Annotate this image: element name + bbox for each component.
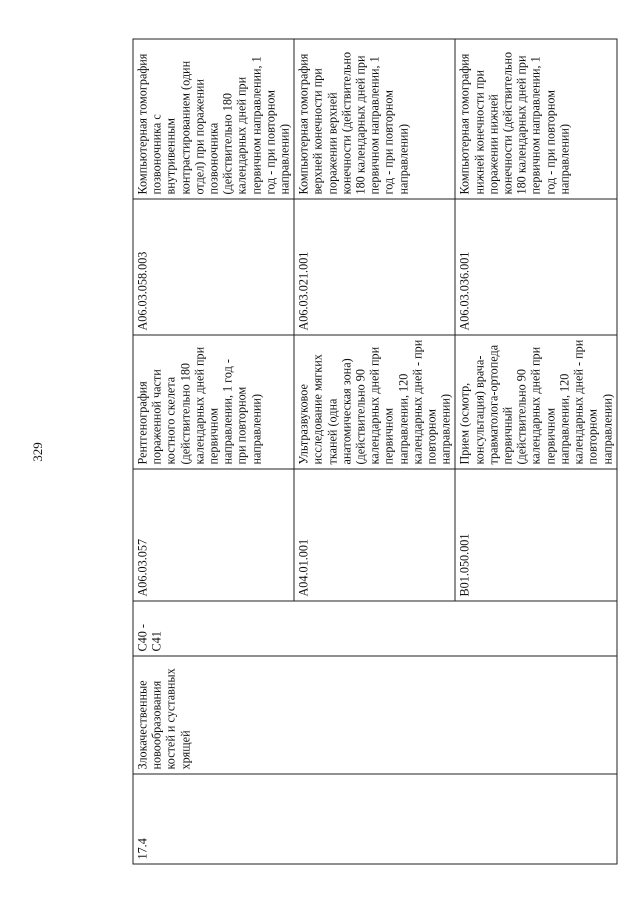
service-name-cell: Компьютерная томография нижней конечности при поражении нижней конечности (действительно 180 календарных дней при первичном направлении, 1 год - при повторном направлении): [455, 39, 616, 199]
icd-code-cell: C40 - C41: [133, 601, 294, 656]
service-code-cell: A06.03.058.003: [133, 199, 294, 335]
service-name-cell: Прием (осмотр, консультация) врача-травматолога-ортопеда первичный (действительно 90 календарных дней при первичном направлении, 120 календарных дней - при повторном направлении): [455, 335, 616, 469]
table-row: [133, 39, 294, 864]
service-name-cell: Ультразвуковое исследование мягких тканей (одна анатомическая зона) (действительно 90 календарных дней при первичном направлении, 120 календарных дней - при повторном направлении): [294, 335, 455, 469]
service-code-cell: A06.03.036.001: [455, 199, 616, 335]
service-name-cell: Компьютерная томография верхней конечности при поражении верхней конечности (действительно 180 календарных дней при первичном направлении, 1 год - при повторном направлении): [294, 39, 455, 199]
service-name-cell: Компьютерная томография позвоночника с внутривенным контрастированием (один отдел) при поражении позвоночника (действительно 180 календарных дней при первичном направлении, 1 год - при повторном направлении): [133, 39, 294, 199]
service-name-cell: Рентгенография пораженной части костного скелета (действительно 180 календарных дней при первичном направлении, 1 год - при повторном направлении): [133, 335, 294, 469]
empty-cell: [455, 656, 616, 774]
empty-cell: [455, 601, 616, 656]
group-name-cell: Злокачественные новообразования костей и суставных хрящей: [133, 656, 294, 774]
table-row: [455, 39, 616, 864]
empty-cell: [294, 774, 455, 864]
service-code-cell: A04.01.001: [294, 469, 455, 601]
group-number-cell: 17.4: [133, 774, 294, 864]
services-table: [133, 39, 618, 865]
service-code-cell: A06.03.057: [133, 469, 294, 601]
page-number: 329: [30, 442, 45, 462]
rotated-table-sheet: [133, 40, 614, 865]
empty-cell: [294, 656, 455, 774]
table-row: [294, 39, 455, 864]
service-code-cell: B01.050.001: [455, 469, 616, 601]
empty-cell: [294, 601, 455, 656]
service-code-cell: A06.03.021.001: [294, 199, 455, 335]
empty-cell: [455, 774, 616, 864]
